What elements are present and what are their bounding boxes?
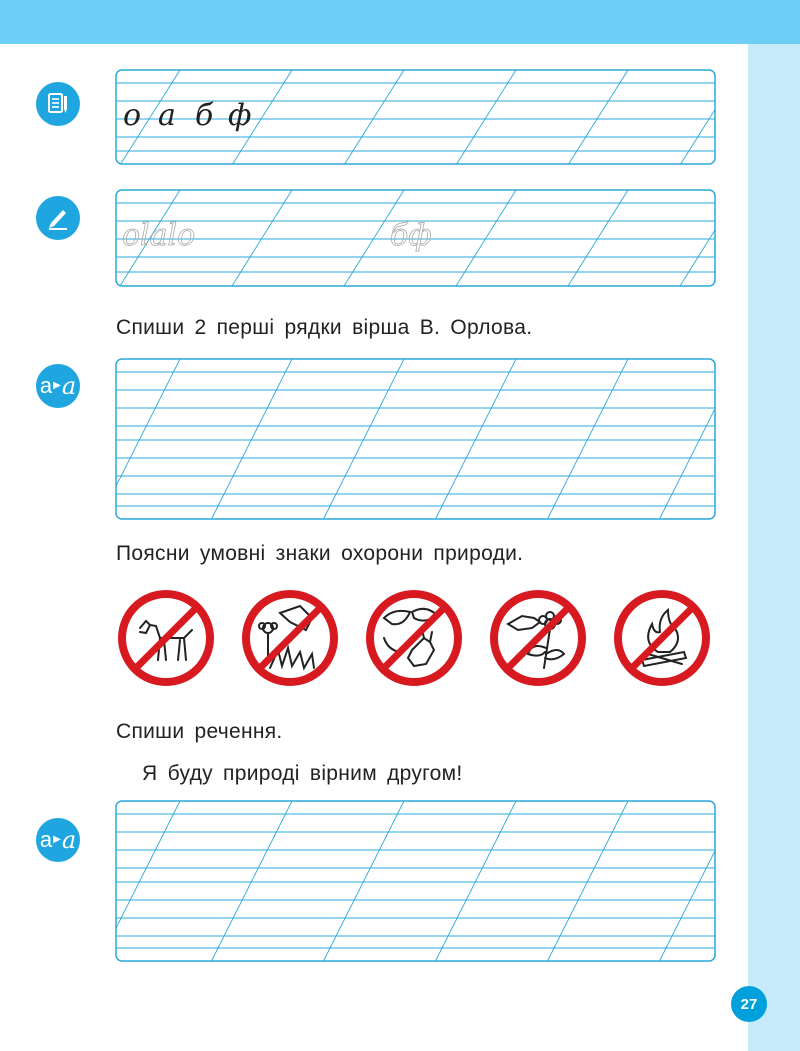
no-campfire-sign — [612, 588, 712, 688]
slant-line — [324, 801, 404, 961]
cursive-sample-letters — [0, 0, 800, 300]
sentence-to-copy: Я буду природі вірним другом! — [142, 762, 463, 785]
slant-line — [212, 801, 292, 961]
writing-area-border — [116, 359, 715, 519]
slant-line — [324, 359, 404, 519]
no-catching-insects-sign — [364, 588, 464, 688]
sample-letter: ф — [228, 98, 252, 133]
no-trampling-flowers-sign — [240, 588, 340, 688]
slant-line — [100, 801, 180, 961]
sample-letter: а — [158, 98, 176, 133]
slant-line — [660, 359, 740, 519]
task-copy-sentence: Спиши речення. — [116, 720, 283, 743]
sample-letter: б — [195, 98, 214, 133]
task-explain-signs: Поясни умовні знаки охорони природи. — [116, 542, 524, 565]
slant-line — [660, 801, 740, 961]
writing-area-sentence[interactable] — [100, 801, 740, 961]
no-dogs-sign — [116, 588, 216, 688]
no-picking-flowers-sign — [488, 588, 588, 688]
task-copy-poem: Спиши 2 перші рядки вірша В. Орлова. — [116, 316, 533, 339]
slant-line — [436, 359, 516, 519]
slant-line — [100, 359, 180, 519]
trace-letters: бф — [390, 218, 432, 253]
transcribe-script-letter: a — [61, 372, 77, 400]
slant-line — [548, 801, 628, 961]
transcribe-print-letter: а — [39, 373, 53, 398]
page-number: 27 — [731, 986, 767, 1022]
trace-letters: оlalo — [122, 218, 196, 253]
writing-area-poem[interactable] — [100, 359, 740, 519]
arrow-right-icon: ▶ — [53, 834, 61, 845]
slant-line — [212, 359, 292, 519]
transcribe-print-letter: а — [39, 827, 53, 852]
sample-letter: о — [123, 98, 142, 133]
slant-line — [548, 359, 628, 519]
arrow-right-icon: ▶ — [53, 380, 61, 391]
writing-area-border — [116, 801, 715, 961]
transcribe-script-letter: a — [61, 826, 77, 854]
slant-line — [436, 801, 516, 961]
